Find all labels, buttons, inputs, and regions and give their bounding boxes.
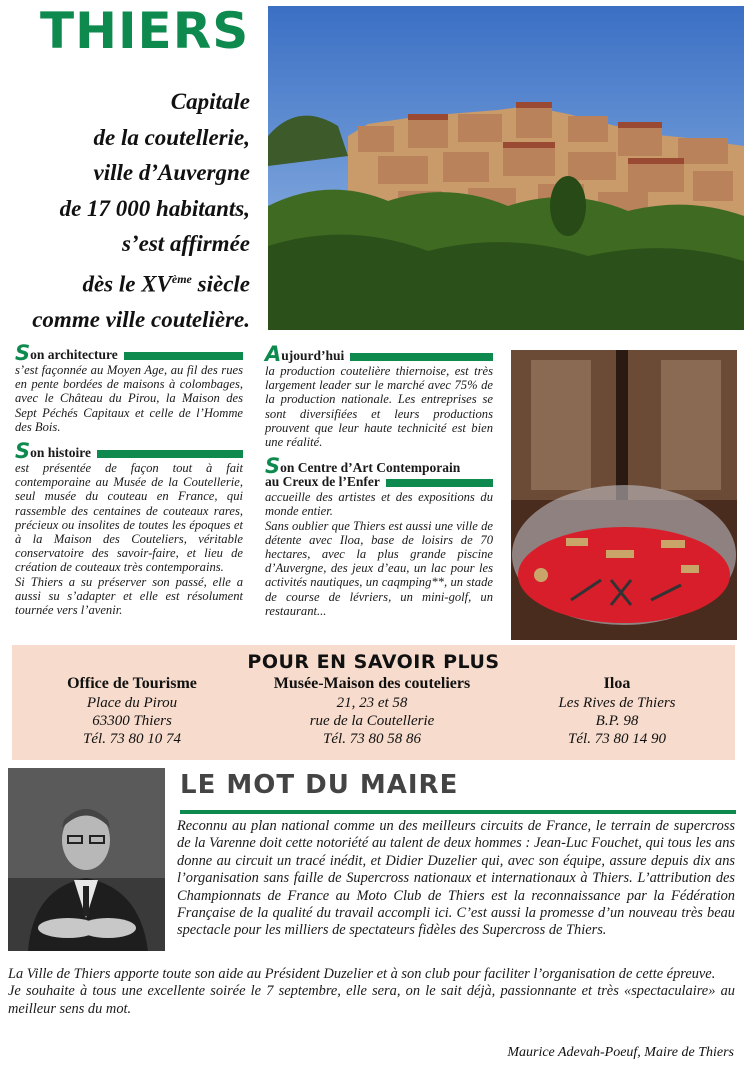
section-heading: on architecture — [30, 347, 118, 362]
mayor-portrait-photo — [8, 768, 165, 951]
section-histoire — [15, 439, 243, 618]
lead-line: de la coutellerie, — [93, 124, 250, 150]
info-box — [12, 645, 735, 760]
contact-line: rue de la Coutellerie — [309, 713, 435, 729]
section-heading: on histoire — [30, 445, 92, 461]
section-heading: au Creux de l’Enfer — [265, 474, 380, 490]
lead-line: Capitale — [170, 89, 250, 114]
town-photo — [268, 6, 744, 330]
lead-superscript: ème — [171, 271, 192, 286]
drop-cap: S — [15, 439, 31, 464]
section-heading: ujourd’hui — [281, 348, 345, 363]
mot-du-maire-title: LE MOT DU MAIRE — [180, 770, 459, 800]
drop-cap: A — [265, 342, 282, 366]
heading-rule — [124, 352, 243, 360]
drop-cap: S — [15, 341, 31, 365]
section-text: la production coutelière thiernoise, est très largement leader sur le marché avec 75% de la production nationale. Les entreprises se sont diversifiées et leurs productions prouvent que leur haute technicité est bien une réalité. — [265, 364, 493, 450]
heading-rule — [350, 353, 493, 361]
contact-phone: Tél. 73 80 14 90 — [568, 731, 666, 747]
contact-phone: Tél. 73 80 10 74 — [83, 731, 181, 747]
contact-line: B.P. 98 — [595, 713, 639, 729]
section-text: Sans oublier que Thiers est aussi une ville de détente avec Iloa, base de loisirs de 70 hectares, avec la plus grande piscine d’Auvergne, des jeux d’eau, un lac pour les activités nautiques, un caqmping**, un stade de course de lévriers, un mini-golf, un restaurant... — [265, 518, 493, 618]
mayor-paragraph: Reconnu au plan national comme un des meilleurs circuits de France, le terrain de supercross de la Varenne doit cette notoriété au talent de deux hommes : Jean-Luc Fouchet, qui tous les ans donne au circuit un tracé inédit, et Didier Duzelier qui, avec son équipe, assure depuis dix ans l’organisation sans faille de Supercross nationaux et internationaux à Thiers. L’attribution des Championnats de France au Moto Club de Thiers est la reconnaissance par la Fédération Française de la qualité du travail accompli ici. C’est aussi la promesse d’un nouveau très beau spectacle pour les milliers de spectateurs fidèles des Supercross de Thiers. — [177, 818, 735, 939]
middle-column — [265, 342, 493, 626]
section-architecture — [15, 341, 243, 434]
mayor-paragraph: La Ville de Thiers apporte toute son aide au Président Duzelier et à son club pour faciliter l’organisation de cette épreuve. — [8, 966, 716, 982]
title-rule — [180, 810, 736, 814]
section-text: s’est façonnée au Moyen Age, au fil des rues en pente bordées de maisons à colombages, avec le Château du Pirou, la Maison des Sept Péchés Capitaux et celle de l’Homme des Bois. — [15, 363, 243, 434]
contact-name: Office de Tourisme — [67, 675, 197, 692]
contact-iloa — [522, 675, 712, 748]
section-centre-art — [265, 454, 493, 618]
section-aujourdhui — [265, 342, 493, 450]
contact-office-tourisme — [32, 675, 232, 748]
lead-line: comme ville coutelière. — [32, 306, 250, 332]
lead-line: ville d’Auvergne — [93, 160, 250, 185]
lead-text — [10, 84, 250, 337]
contact-musee — [252, 675, 492, 748]
signature: Maurice Adevah-Poeuf, Maire de Thiers — [507, 1045, 734, 1060]
section-text: Si Thiers a su préserver son passé, elle a aussi su s’adapter et elle est résolument tournée vers l’avenir. — [15, 574, 243, 618]
heading-rule — [386, 479, 493, 487]
lead-line: dès le XV — [82, 271, 172, 297]
contact-line: Place du Pirou — [86, 695, 178, 711]
lead-line: de 17 000 habitants, — [59, 195, 250, 221]
contact-name: Iloa — [603, 675, 631, 692]
lead-line: siècle — [191, 271, 250, 297]
contact-line: 21, 23 et 58 — [336, 695, 408, 711]
mayor-paragraph: Je souhaite à tous une excellente soirée le 7 septembre, elle sera, on le sait déjà, passionnante et très «spectaculaire» au meilleur sens du mot. — [8, 983, 735, 1017]
lead-line: s’est affirmée — [122, 231, 250, 256]
contact-name: Musée-Maison des couteliers — [273, 675, 471, 692]
left-column — [15, 341, 243, 625]
section-text: accueille des artistes et des expositions du monde entier. — [265, 490, 493, 519]
mayor-paragraph-continued — [8, 966, 735, 1018]
page-title: THIERS — [40, 2, 250, 60]
contact-line: 63300 Thiers — [92, 713, 172, 729]
heading-rule — [97, 450, 243, 458]
knife-display-photo — [511, 350, 737, 640]
section-text: est présentée de façon tout à fait contemporaine au Musée de la Coutellerie, seul musée du couteau en France, qui rassemble des centaines de couteaux rares, précieux ou insolites de toutes les époques et à la Maison des Couteliers, véritable conservatoire des savoir-faire, et lieu de création de couteaux très contemporains. — [15, 461, 243, 575]
contact-phone: Tél. 73 80 58 86 — [323, 731, 421, 747]
info-title: POUR EN SAVOIR PLUS — [247, 651, 500, 673]
contact-line: Les Rives de Thiers — [558, 695, 676, 711]
section-heading: on Centre d’Art Contemporain — [280, 460, 461, 476]
drop-cap: S — [265, 454, 281, 479]
